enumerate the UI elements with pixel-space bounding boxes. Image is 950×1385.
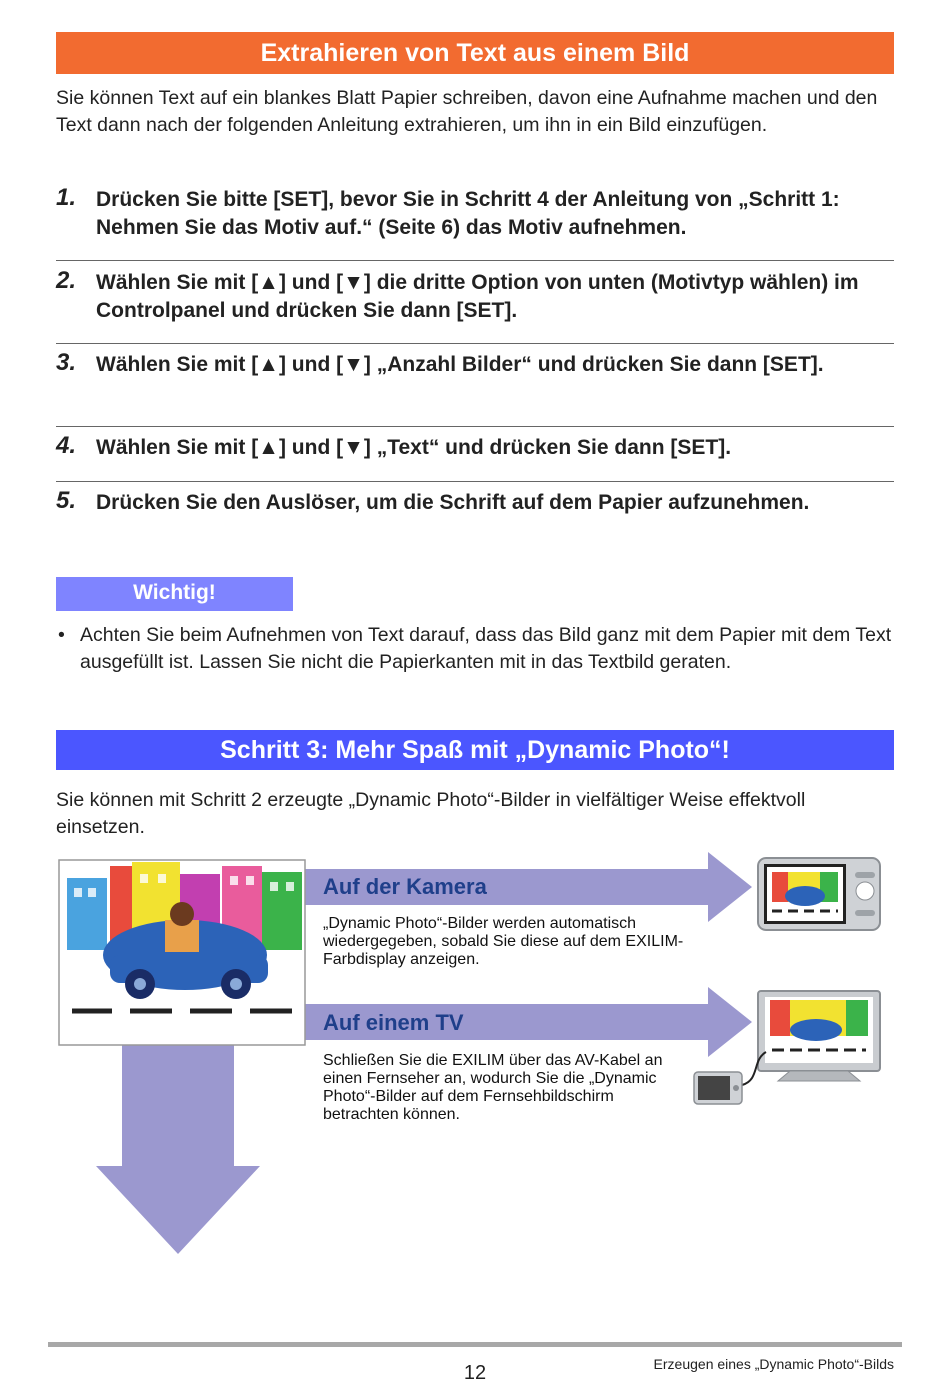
step-number: 3. bbox=[56, 349, 77, 376]
page-number: 12 bbox=[463, 1362, 487, 1384]
section-title-dynamic-photo: Schritt 3: Mehr Spaß mit „Dynamic Photo“! bbox=[56, 730, 894, 770]
important-label: Wichtig! bbox=[56, 577, 293, 611]
step-number: 4. bbox=[56, 432, 77, 459]
step-number: 1. bbox=[56, 184, 77, 211]
section-title-extract-text: Extrahieren von Text aus einem Bild bbox=[56, 32, 894, 74]
tv-icon bbox=[758, 991, 880, 1081]
step-number: 2. bbox=[56, 267, 77, 294]
heading-camera: Auf der Kamera bbox=[323, 874, 487, 899]
desc-camera: „Dynamic Photo“-Bilder werden automatisch wiedergegeben, sobald Sie diese auf dem EXILIM-Farbdisplay anzeigen. bbox=[323, 915, 684, 968]
step-text: Wählen Sie mit [▲] und [▼] „Text“ und drücken Sie dann [SET]. bbox=[96, 436, 732, 459]
heading-tv: Auf einem TV bbox=[323, 1010, 464, 1035]
camera-icon bbox=[758, 858, 880, 930]
small-camera-icon bbox=[694, 1072, 742, 1104]
drawing-image bbox=[59, 860, 305, 1045]
step-text: Wählen Sie mit [▲] und [▼] die dritte Option von unten (Motivtyp wählen) im Controlpanel und drücken Sie dann [SET]. bbox=[96, 271, 859, 322]
bullet-text: Achten Sie beim Aufnehmen von Text darauf, dass das Bild ganz mit dem Papier mit dem Text ausgefüllt ist. Lassen Sie nicht die Papierkanten mit in das Textbild geraten. bbox=[80, 624, 892, 673]
step-number: 5. bbox=[56, 487, 77, 514]
step-text: Drücken Sie den Auslöser, um die Schrift auf dem Papier aufzunehmen. bbox=[96, 491, 810, 514]
step-text: Wählen Sie mit [▲] und [▼] „Anzahl Bilder“ und drücken Sie dann [SET]. bbox=[96, 353, 824, 376]
footer-divider bbox=[48, 1342, 902, 1347]
desc-tv: Schließen Sie die EXILIM über das AV-Kabel an einen Fernseher an, wodurch Sie die „Dynamic Photo“-Bilder auf dem Fernsehbildschirm betrachten können. bbox=[323, 1052, 663, 1123]
step-text: Drücken Sie bitte [SET], bevor Sie in Schritt 4 der Anleitung von „Schritt 1: Nehmen Sie das Motiv auf.“ (Seite 6) das Motiv aufnehmen. bbox=[96, 188, 840, 239]
footer-note: Erzeugen eines „Dynamic Photo“-Bilds bbox=[653, 1356, 894, 1372]
bullet-mark: • bbox=[58, 624, 65, 646]
section-intro: Sie können mit Schritt 2 erzeugte „Dynamic Photo“-Bilder in vielfältiger Weise effektvoll einsetzen. bbox=[56, 789, 806, 838]
down-arrow bbox=[96, 1045, 260, 1254]
section-intro: Sie können Text auf ein blankes Blatt Papier schreiben, davon eine Aufnahme machen und den Text dann nach der folgenden Anleitung extrahieren, um ihn in ein Bild einzufügen. bbox=[56, 87, 878, 136]
